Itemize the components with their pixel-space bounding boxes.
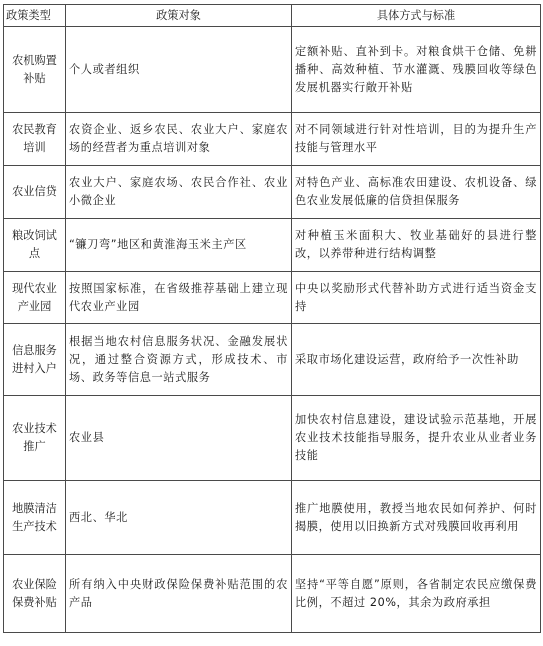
policy-type-cell: 信息服务进村入户 xyxy=(4,324,66,396)
policy-method-cell: 定额补贴、直补到卡。对粮食烘干仓储、免耕播种、高效种植、节水灌溉、残膜回收等绿色发展机器实行敞开补贴 xyxy=(292,27,541,113)
table-header-row xyxy=(4,5,541,27)
header-policy-target: 政策对象 xyxy=(66,5,292,27)
policy-target-cell: 根据当地农村信息服务状况、金融发展状况，通过整合资源方式，形成技术、市场、政务等信息一站式服务 xyxy=(66,324,292,396)
policy-method-cell: 坚持“平等自愿”原则，各省制定农民应缴保费比例，不超过 20%，其余为政府承担 xyxy=(292,555,541,633)
policy-type-cell: 农民教育培训 xyxy=(4,113,66,166)
table-row xyxy=(4,396,541,481)
policy-method-cell: 加快农村信息建设，建设试验示范基地，开展农业技术技能指导服务，提升农业从业者业务技能 xyxy=(292,396,541,481)
policy-target-cell: 农资企业、返乡农民、农业大户、家庭农场的经营者为重点培训对象 xyxy=(66,113,292,166)
policy-method-cell: 对种植玉米面积大、牧业基础好的县进行整改，以养带种进行结构调整 xyxy=(292,219,541,272)
policy-method-cell: 推广地膜使用，教授当地农民如何养护、何时揭膜，使用以旧换新方式对残膜回收再利用 xyxy=(292,481,541,555)
policy-method-cell: 采取市场化建设运营，政府给予一次性补助 xyxy=(292,324,541,396)
table-row xyxy=(4,166,541,219)
policy-type-cell: 农机购置补贴 xyxy=(4,27,66,113)
policy-target-cell: 按照国家标准，在省级推荐基础上建立现代农业产业园 xyxy=(66,272,292,324)
policy-target-cell: “镰刀弯”地区和黄淮海玉米主产区 xyxy=(66,219,292,272)
table-row xyxy=(4,272,541,324)
policy-target-cell: 农业大户、家庭农场、农民合作社、农业小微企业 xyxy=(66,166,292,219)
policy-type-cell: 粮改饲试点 xyxy=(4,219,66,272)
policy-target-cell: 所有纳入中央财政保险保费补贴范围的农产品 xyxy=(66,555,292,633)
header-method-standard: 具体方式与标准 xyxy=(292,5,541,27)
table-row xyxy=(4,219,541,272)
table-row xyxy=(4,555,541,633)
policy-target-cell: 农业县 xyxy=(66,396,292,481)
policy-method-cell: 中央以奖励形式代替补助方式进行适当资金支持 xyxy=(292,272,541,324)
header-policy-type: 政策类型 xyxy=(4,5,66,27)
policy-type-cell: 农业信贷 xyxy=(4,166,66,219)
table-row xyxy=(4,113,541,166)
table-row xyxy=(4,481,541,555)
policy-type-cell: 地膜清洁生产技术 xyxy=(4,481,66,555)
policy-method-cell: 对不同领域进行针对性培训，目的为提升生产技能与管理水平 xyxy=(292,113,541,166)
policy-type-cell: 农业保险保费补贴 xyxy=(4,555,66,633)
policy-type-cell: 现代农业产业园 xyxy=(4,272,66,324)
table-row xyxy=(4,27,541,113)
policy-method-cell: 对特色产业、高标准农田建设、农机设备、绿色农业发展低廉的信贷担保服务 xyxy=(292,166,541,219)
table-row xyxy=(4,324,541,396)
policy-table xyxy=(3,4,541,633)
policy-type-cell: 农业技术推广 xyxy=(4,396,66,481)
policy-target-cell: 个人或者组织 xyxy=(66,27,292,113)
policy-target-cell: 西北、华北 xyxy=(66,481,292,555)
